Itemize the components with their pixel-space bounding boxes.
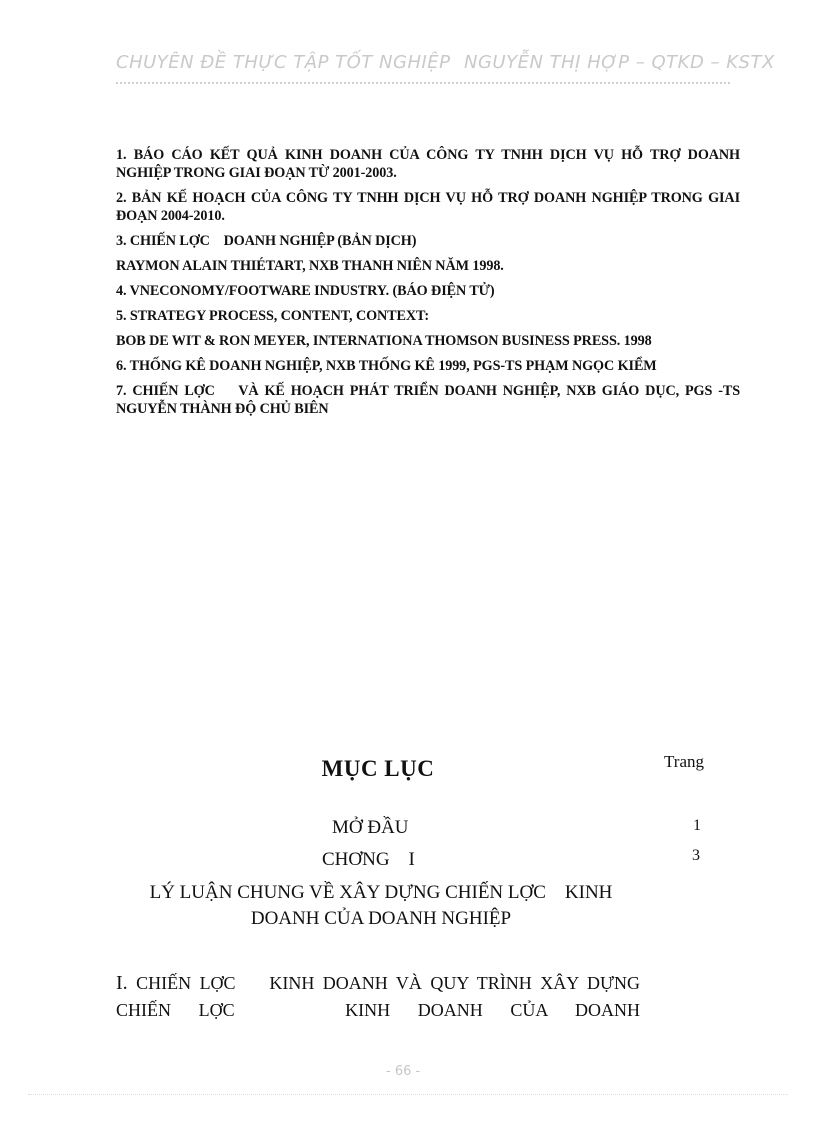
toc-chapter: CHƠNG I: [322, 849, 415, 870]
toc-title: MỤC LỤC: [321, 756, 435, 781]
reference-item: RAYMON ALAIN THIÉTART, NXB THANH NIÊN NĂM 1998.: [116, 258, 504, 274]
reference-item: 2. BẢN KẾ HOẠCH CỦA CÔNG TY TNHH DỊCH VỤ HỖ TRỢ DOANH NGHIỆP TRONG GIAI ĐOẠN 2004-2010.: [116, 190, 740, 224]
footer-divider: [28, 1094, 788, 1095]
toc-intro: MỞ ĐẦU: [332, 817, 409, 838]
reference-item: 7. CHIẾN LỢC VÀ KẾ HOẠCH PHÁT TRIỂN DOANH NGHIỆP, NXB GIÁO DỤC, PGS -TS NGUYỄN THÀNH ĐỘ CHỦ BIÊN: [116, 383, 744, 417]
header-title: CHUYÊN ĐỀ THỰC TẬP TỐT NGHIỆP: [116, 52, 451, 73]
reference-item: 1. BÁO CÁO KẾT QUẢ KINH DOANH CỦA CÔNG TY TNHH DỊCH VỤ HỖ TRỢ DOANH NGHIỆP TRONG GIAI ĐOẠN TỪ 2001-2003.: [116, 147, 740, 181]
page-header: [116, 52, 775, 86]
header-author: NGUYỄN THỊ HỢP – QTKD – KSTX: [464, 52, 775, 73]
reference-item: 3. CHIẾN LỢC DOANH NGHIỆP (BẢN DỊCH): [116, 233, 417, 249]
reference-list: [116, 146, 744, 425]
section-numeral: I.: [116, 972, 128, 994]
toc-intro-page: 1: [693, 817, 701, 834]
section-heading: [116, 970, 658, 1024]
toc-chapter-page: 3: [692, 847, 700, 864]
reference-item: 5. STRATEGY PROCESS, CONTENT, CONTEXT:: [116, 308, 429, 324]
reference-item: 4. VNECONOMY/FOOTWARE INDUSTRY. (BÁO ĐIỆN TỬ): [116, 283, 495, 299]
chapter-title: LÝ LUẬN CHUNG VỀ XÂY DỰNG CHIẾN LỢC KINH DOANH CỦA DOANH NGHIỆP: [149, 882, 618, 929]
toc-page-label: Trang: [664, 752, 704, 771]
reference-item: BOB DE WIT & RON MEYER, INTERNATIONA THOMSON BUSINESS PRESS. 1998: [116, 333, 652, 349]
header-divider: [116, 82, 730, 84]
reference-item: 6. THỐNG KÊ DOANH NGHIỆP, NXB THỐNG KÊ 1999, PGS-TS PHẠM NGỌC KIỂM: [116, 358, 657, 374]
section-text: CHIẾN LỢC KINH DOANH VÀ QUY TRÌNH XÂY DỰNG CHIẾN LỢC KINH DOANH CỦA DOANH: [116, 973, 658, 1020]
page-number: - 66 -: [386, 1064, 421, 1079]
